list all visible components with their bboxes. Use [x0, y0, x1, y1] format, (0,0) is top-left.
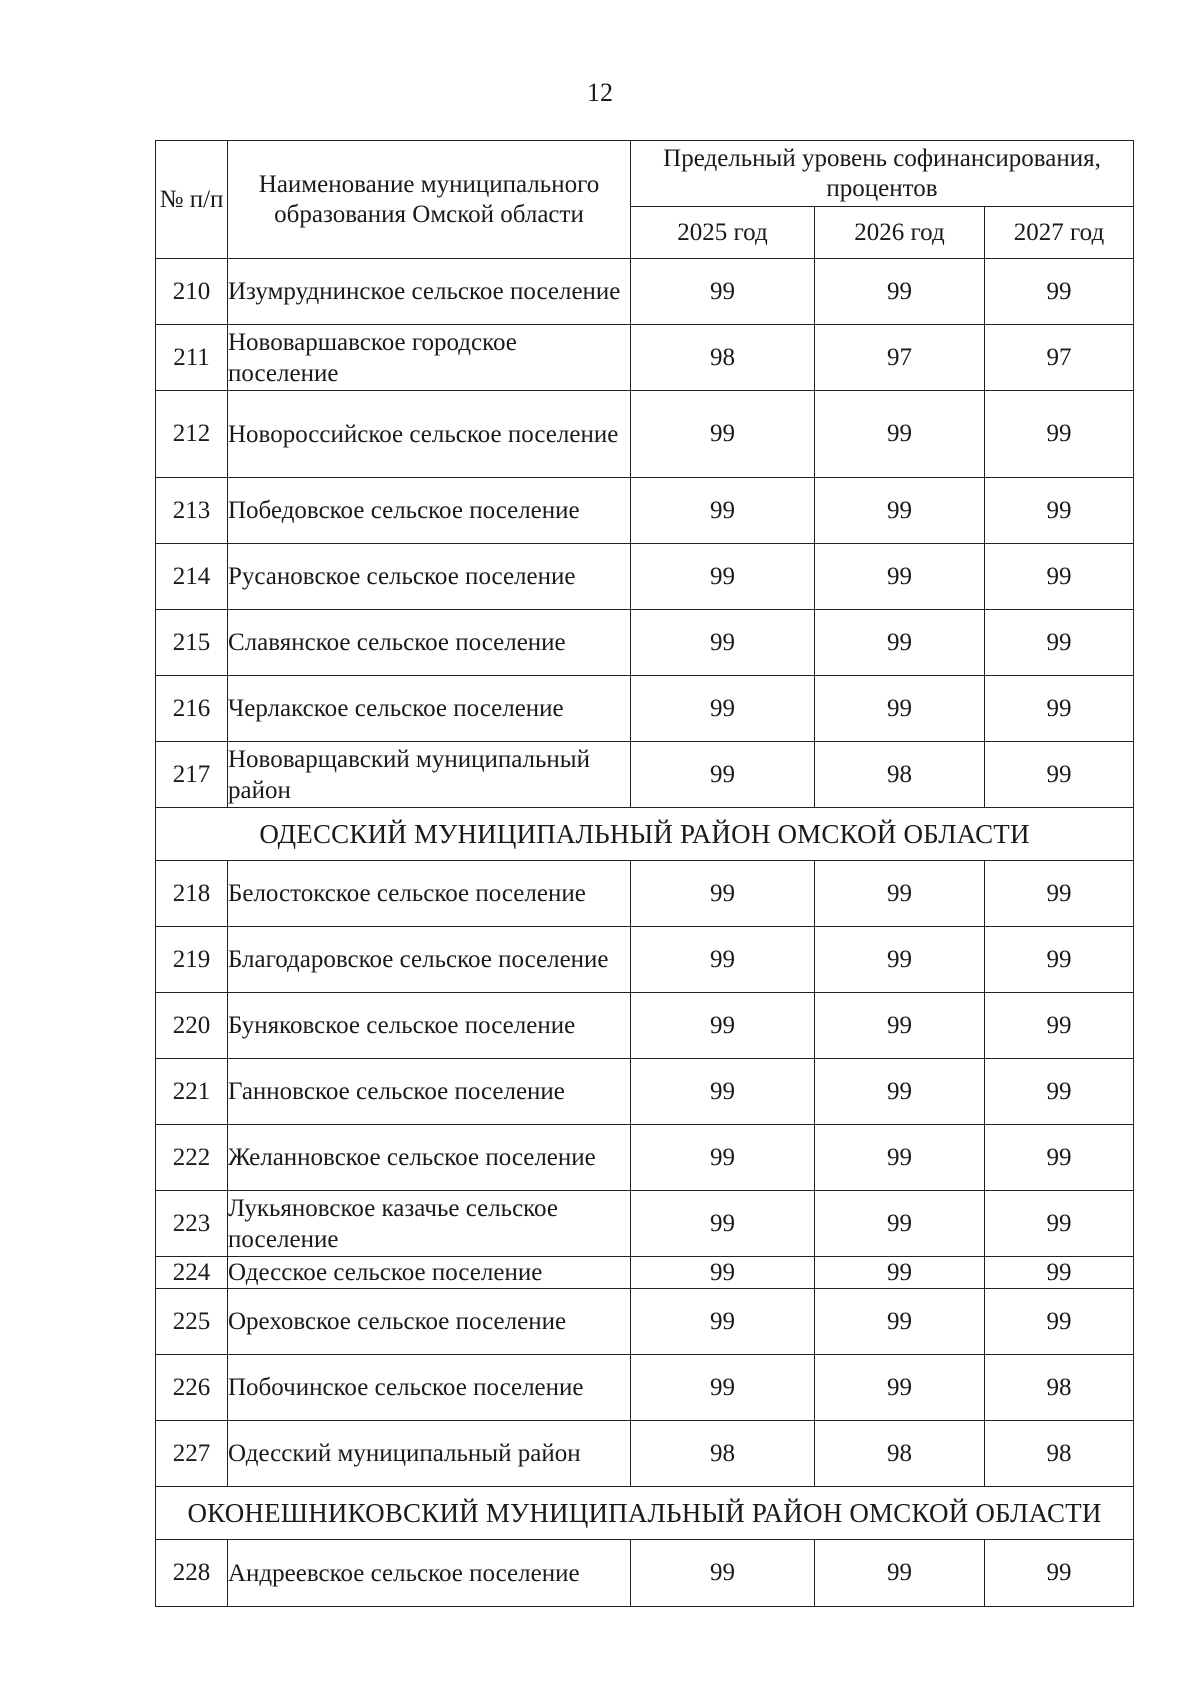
table-body: [156, 259, 1134, 1607]
value-2026: 99: [815, 676, 985, 742]
value-2027: 99: [985, 676, 1134, 742]
value-2025: 99: [631, 1191, 815, 1257]
table-row: [156, 1125, 1134, 1191]
value-2027: 99: [985, 1191, 1134, 1257]
row-number: 221: [156, 1059, 228, 1125]
section-title: ОКОНЕШНИКОВСКИЙ МУНИЦИПАЛЬНЫЙ РАЙОН ОМСКОЙ ОБЛАСТИ: [156, 1487, 1134, 1540]
table-row: [156, 1257, 1134, 1289]
table-row: [156, 610, 1134, 676]
value-2026: 99: [815, 391, 985, 478]
table-row: [156, 1540, 1134, 1607]
value-2025: 99: [631, 1540, 815, 1607]
row-number: 212: [156, 391, 228, 478]
value-2027: 99: [985, 1257, 1134, 1289]
value-2027: 97: [985, 325, 1134, 391]
row-number: 220: [156, 993, 228, 1059]
section-title: ОДЕССКИЙ МУНИЦИПАЛЬНЫЙ РАЙОН ОМСКОЙ ОБЛАСТИ: [156, 808, 1134, 861]
value-2025: 99: [631, 1289, 815, 1355]
value-2025: 99: [631, 544, 815, 610]
row-number: 228: [156, 1540, 228, 1607]
row-number: 216: [156, 676, 228, 742]
column-header-number: № п/п: [156, 141, 228, 259]
value-2027: 99: [985, 1540, 1134, 1607]
value-2025: 98: [631, 325, 815, 391]
municipality-name: Нововарщавский муниципальный район: [228, 742, 631, 808]
value-2025: 99: [631, 676, 815, 742]
row-number: 214: [156, 544, 228, 610]
municipality-name: Новороссийское сельское поселение: [228, 391, 631, 478]
table-row: [156, 676, 1134, 742]
value-2026: 99: [815, 1059, 985, 1125]
value-2027: 99: [985, 861, 1134, 927]
column-header-year-2026: 2026 год: [815, 207, 985, 259]
value-2026: 99: [815, 1191, 985, 1257]
value-2027: 98: [985, 1421, 1134, 1487]
municipality-name: Белостокское сельское поселение: [228, 861, 631, 927]
table-row: [156, 1289, 1134, 1355]
value-2026: 99: [815, 1289, 985, 1355]
value-2025: 99: [631, 478, 815, 544]
value-2026: 99: [815, 259, 985, 325]
value-2025: 99: [631, 861, 815, 927]
value-2025: 98: [631, 1421, 815, 1487]
value-2027: 99: [985, 742, 1134, 808]
municipality-name: Желанновское сельское поселение: [228, 1125, 631, 1191]
table-row: [156, 391, 1134, 478]
row-number: 226: [156, 1355, 228, 1421]
value-2026: 99: [815, 478, 985, 544]
municipality-name: Славянское сельское поселение: [228, 610, 631, 676]
row-number: 210: [156, 259, 228, 325]
municipality-name: Русановское сельское поселение: [228, 544, 631, 610]
row-number: 222: [156, 1125, 228, 1191]
table-row: [156, 259, 1134, 325]
municipality-name: Благодаровское сельское поселение: [228, 927, 631, 993]
value-2025: 99: [631, 993, 815, 1059]
table-row: [156, 993, 1134, 1059]
value-2027: 99: [985, 1289, 1134, 1355]
value-2027: 99: [985, 1059, 1134, 1125]
value-2027: 99: [985, 1125, 1134, 1191]
municipality-name: Лукьяновское казачье сельское поселение: [228, 1191, 631, 1257]
table-row: [156, 478, 1134, 544]
table-row: [156, 1421, 1134, 1487]
table-row: [156, 1059, 1134, 1125]
value-2025: 99: [631, 610, 815, 676]
municipality-name: Черлакское сельское поселение: [228, 676, 631, 742]
value-2026: 99: [815, 1257, 985, 1289]
value-2026: 97: [815, 325, 985, 391]
section-row: [156, 808, 1134, 861]
municipality-name: Нововаршавское городское поселение: [228, 325, 631, 391]
value-2025: 99: [631, 1059, 815, 1125]
value-2026: 99: [815, 610, 985, 676]
cofinancing-table: [155, 140, 1134, 1607]
value-2026: 98: [815, 1421, 985, 1487]
value-2026: 99: [815, 993, 985, 1059]
value-2027: 99: [985, 478, 1134, 544]
row-number: 227: [156, 1421, 228, 1487]
column-header-year-2027: 2027 год: [985, 207, 1134, 259]
value-2025: 99: [631, 391, 815, 478]
municipality-name: Побочинское сельское поселение: [228, 1355, 631, 1421]
row-number: 213: [156, 478, 228, 544]
row-number: 223: [156, 1191, 228, 1257]
value-2025: 99: [631, 259, 815, 325]
value-2027: 99: [985, 927, 1134, 993]
row-number: 211: [156, 325, 228, 391]
column-header-group: Предельный уровень софинансирования, процентов: [631, 141, 1134, 207]
value-2025: 99: [631, 927, 815, 993]
value-2027: 99: [985, 259, 1134, 325]
value-2027: 99: [985, 544, 1134, 610]
municipality-name: Андреевское сельское поселение: [228, 1540, 631, 1607]
column-header-year-2025: 2025 год: [631, 207, 815, 259]
value-2026: 99: [815, 1125, 985, 1191]
row-number: 225: [156, 1289, 228, 1355]
page-number: 12: [587, 78, 613, 107]
value-2027: 99: [985, 391, 1134, 478]
municipality-name: Буняковское сельское поселение: [228, 993, 631, 1059]
value-2025: 99: [631, 1355, 815, 1421]
column-header-name: Наименование муниципального образования Омской области: [228, 141, 631, 259]
table-row: [156, 861, 1134, 927]
municipality-name: Одесское сельское поселение: [228, 1257, 631, 1289]
row-number: 217: [156, 742, 228, 808]
row-number: 219: [156, 927, 228, 993]
table-row: [156, 742, 1134, 808]
value-2027: 99: [985, 610, 1134, 676]
value-2026: 99: [815, 1355, 985, 1421]
table-row: [156, 1191, 1134, 1257]
value-2025: 99: [631, 1125, 815, 1191]
municipality-name: Ореховское сельское поселение: [228, 1289, 631, 1355]
table-row: [156, 544, 1134, 610]
value-2025: 99: [631, 742, 815, 808]
row-number: 218: [156, 861, 228, 927]
value-2027: 98: [985, 1355, 1134, 1421]
section-row: [156, 1487, 1134, 1540]
municipality-name: Изумруднинское сельское поселение: [228, 259, 631, 325]
value-2026: 99: [815, 1540, 985, 1607]
value-2026: 98: [815, 742, 985, 808]
table-row: [156, 325, 1134, 391]
value-2026: 99: [815, 927, 985, 993]
municipality-name: Победовское сельское поселение: [228, 478, 631, 544]
value-2025: 99: [631, 1257, 815, 1289]
value-2026: 99: [815, 544, 985, 610]
value-2027: 99: [985, 993, 1134, 1059]
value-2026: 99: [815, 861, 985, 927]
table-row: [156, 927, 1134, 993]
row-number: 215: [156, 610, 228, 676]
row-number: 224: [156, 1257, 228, 1289]
municipality-name: Ганновское сельское поселение: [228, 1059, 631, 1125]
municipality-name: Одесский муниципальный район: [228, 1421, 631, 1487]
table-row: [156, 1355, 1134, 1421]
table-header: [156, 141, 1134, 259]
